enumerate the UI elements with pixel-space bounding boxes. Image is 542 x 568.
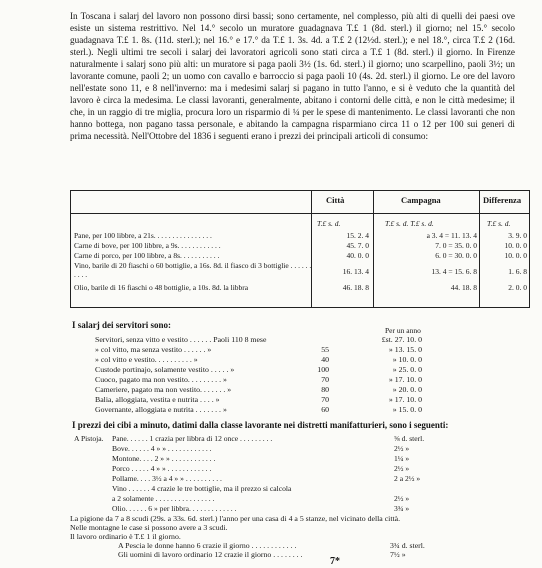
servant-paoli: 70: [321, 375, 329, 384]
row-diff: 3. 9. 0: [508, 231, 527, 240]
servant-paoli: 70: [321, 395, 329, 404]
header-diff: Differenza: [483, 195, 522, 205]
servant-row: [95, 345, 435, 354]
food-label: Montone. . . . 2 » » . . . . . . . . . . . .: [112, 454, 216, 463]
food-label: Pane. . . . . . 1 crazia per libbra di 12 once . . . . . . . . .: [112, 434, 273, 443]
food-label: Porco . . . . . 4 » » . . . . . . . . . . . .: [112, 464, 212, 473]
servant-label: Governante, alloggiata e nutrita . . . . . . . »: [95, 405, 227, 414]
servant-label: Custode portinajo, solamente vestito . . . . . »: [95, 365, 235, 374]
row-diff: 2. 0. 0: [508, 283, 527, 292]
servants-heading: I salarj dei servitori sono:: [72, 320, 171, 330]
pescia-women-value: 3¾ d. sterl.: [390, 541, 425, 550]
row-label: Carne di bove, per 100 libbre, a 9s. . . . . . . . . . . .: [74, 241, 221, 250]
food-amount: 3¾ »: [394, 504, 410, 513]
row-country: 7. 0 = 35. 0. 0: [435, 241, 477, 250]
table-divider: [373, 191, 374, 307]
servant-wage: » 25. 0. 0: [392, 365, 422, 374]
servant-wage: » 17. 10. 0: [388, 375, 422, 384]
food-amount: 2 a 2½ »: [394, 474, 421, 483]
mountain-note: Nelle montagne le case si possono avere a 3 scudi.: [70, 523, 228, 532]
servant-paoli: 55: [321, 345, 329, 354]
food-label: Pollame. . . . 3½ a 4 » » . . . . . . . . . .: [112, 474, 222, 483]
price-table: [70, 190, 530, 308]
servant-wage: £st. 27. 10. 0: [381, 335, 422, 344]
servant-label: » col vitto, ma senza vestito . . . . . . »: [95, 345, 212, 354]
servant-wage: » 20. 0. 0: [392, 385, 422, 394]
food-label: Bove. . . . . . 4 » » . . . . . . . . . . . .: [112, 444, 212, 453]
servant-paoli: 40: [321, 355, 329, 364]
rent-note: La pigione da 7 a 8 scudi (29s. a 33s. 6d. sterl.) l'anno per una casa di 4 a 5 stanze, nel vicinato della città.: [70, 514, 401, 523]
header-country: Campagna: [401, 195, 441, 205]
header-city: Città: [326, 195, 345, 205]
servant-wage: » 15. 0. 0: [392, 405, 422, 414]
units-diff: T.£ s. d.: [487, 219, 511, 228]
servants-year-label: Per un anno: [385, 326, 421, 335]
servant-paoli: 100: [317, 365, 329, 374]
row-label: Vino, barile di 20 fiaschi o 60 bottiglie, a 16s. 8d. il fiasco di 3 bottiglie . . . . . . . . . .: [74, 261, 312, 279]
servant-row: [95, 365, 435, 374]
row-label: Carne di porco, per 100 libbre, a 8s. . . . . . . . . . .: [74, 251, 220, 260]
food-label: a 2 solamente . . . . . . . . . . . . . . . .: [112, 494, 215, 503]
row-diff: 10. 0. 0: [504, 241, 527, 250]
servant-row: [95, 335, 435, 344]
row-diff: 1. 6. 8: [508, 267, 527, 276]
servant-wage: » 17. 10. 0: [388, 395, 422, 404]
row-city: 46. 18. 8: [342, 283, 369, 292]
food-label: Olio. . . . . . 6 » per libbra. . . . . . . . . . . . .: [112, 504, 237, 513]
food-row: [74, 434, 454, 443]
table-divider: [479, 191, 480, 307]
row-country: a 3. 4 = 11. 13. 4: [426, 231, 477, 240]
servant-row: [95, 355, 435, 364]
servant-paoli: 60: [321, 405, 329, 414]
pescia-men-value: 7½ »: [390, 550, 406, 559]
row-label: Olio, barile di 16 fiaschi o 48 bottiglie, a 10s. 8d. la libbra: [74, 283, 249, 292]
intro-paragraph: [70, 10, 515, 142]
row-city: 15. 2. 4: [346, 231, 369, 240]
food-label: Vino . . . . . . 4 crazie le tre bottiglie, ma il prezzo si calcola: [112, 484, 292, 493]
units-country: T.£ s. d. T.£ s. d.: [385, 219, 434, 228]
servant-wage: » 13. 15. 0: [388, 345, 422, 354]
row-city: 16. 13. 4: [342, 267, 369, 276]
food-heading: I prezzi dei cibi a minuto, datimi dalla classe lavorante nei distretti manifatturieri, sono i seguenti:: [72, 420, 449, 430]
labour-note: Il lavoro ordinario è T.£ 1 il giorno.: [70, 532, 181, 541]
place-label: A Pistoja.: [74, 434, 104, 443]
servant-label: Cuoco, pagato ma non vestito. . . . . . . . . »: [95, 375, 227, 384]
servant-label: » col vitto e vestito. . . . . . . . . . »: [95, 355, 198, 364]
servant-row: [95, 375, 435, 384]
servant-row: [95, 405, 435, 414]
row-country: 6. 0 = 30. 0. 0: [435, 251, 477, 260]
food-amount: 2½ »: [394, 464, 410, 473]
pescia-men-label: Gli uomini di lavoro ordinario 12 crazie il giorno . . . . . . . .: [118, 550, 303, 559]
food-amount: 1¼ »: [394, 454, 410, 463]
servant-row: [95, 395, 435, 404]
servant-paoli: 80: [321, 385, 329, 394]
table-header-rule: [71, 213, 529, 214]
food-amount: 2½ »: [394, 494, 410, 503]
page-number: 7*: [330, 556, 340, 567]
row-diff: 10. 0. 0: [504, 251, 527, 260]
servant-label: Servitori, senza vitto e vestito . . . . . . Paoli 110 8 mese: [95, 335, 267, 344]
servant-label: Cameriere, pagato ma non vestito. . . . . . . »: [95, 385, 232, 394]
food-amount: ⅝ d. sterl.: [394, 434, 425, 443]
servant-row: [95, 385, 435, 394]
row-country: 44. 18. 8: [450, 283, 477, 292]
units-city: T.£ s. d.: [317, 219, 341, 228]
row-city: 45. 7. 0: [346, 241, 369, 250]
row-country: 13. 4 = 15. 6. 8: [431, 267, 477, 276]
row-label: Pane, per 100 libbre, a 21s. . . . . . . . . . . . . . . .: [74, 231, 212, 240]
servant-wage: » 10. 0. 0: [392, 355, 422, 364]
pescia-women-label: A Pescia le donne hanno 6 crazie il giorno . . . . . . . . . . . .: [118, 541, 297, 550]
servant-label: Balia, alloggiata, vestita e nutrita . . . . »: [95, 395, 220, 404]
intro-text: In Toscana i salarj del lavoro non possono dirsi bassi; sono certamente, nel complesso, più alti di quelli dei paesi ove esiste un sistema restrittivo. Nel 14.° secolo un muratore guadagnava T.£ 1 (8d. sterl.) il giorno; nel 15.° secolo guadagnava T.£ 1. 8s. (11d. sterl.); nel 16.° e 17.° da T.£ 1. 3s. 4d. a T.£ 2 (12½d. sterl.); e nel 18.°, circa T.£ 2 (16d. sterl.). Negli ultimi tre secoli i salarj dei lavoratori agricoli sono stati circa a T.£ 1 (8d. sterl.) il giorno. In Firenze naturalmente i salarj sono più alti: un muratore si paga paoli 3½ (1s. 6d. sterl.) il giorno; uno scarpellino, paoli 3½; un lavorante comune, paoli 2; un uomo con cavallo e barroccio si paga paoli 10 (4s. 2d. sterl.) il giorno. Le ore del lavoro nell'estate sono 11, e 8 nell'inverno: ma i medesimi salarj si pagano in tutto l'anno, e si è veduto che la quantità del lavoro è circa la medesima. Le classi lavoranti, generalmente, abitano i contorni delle città, e non le città medesime; il che, in un raggio di tre miglia, procura loro un risparmio di ¼ per le spese di mantenimento. Le classi lavoranti che non hanno bottega, non pagano tassa personale, e abitando la campagna risparmiano circa 11 o 12 per 100 sui generi di prima necessità. Nell'Ottobre del 1836 i seguenti erano i prezzi dei principali articoli di consumo:: [70, 11, 515, 141]
row-city: 40. 0. 0: [346, 251, 369, 260]
food-amount: 2½ »: [394, 444, 410, 453]
